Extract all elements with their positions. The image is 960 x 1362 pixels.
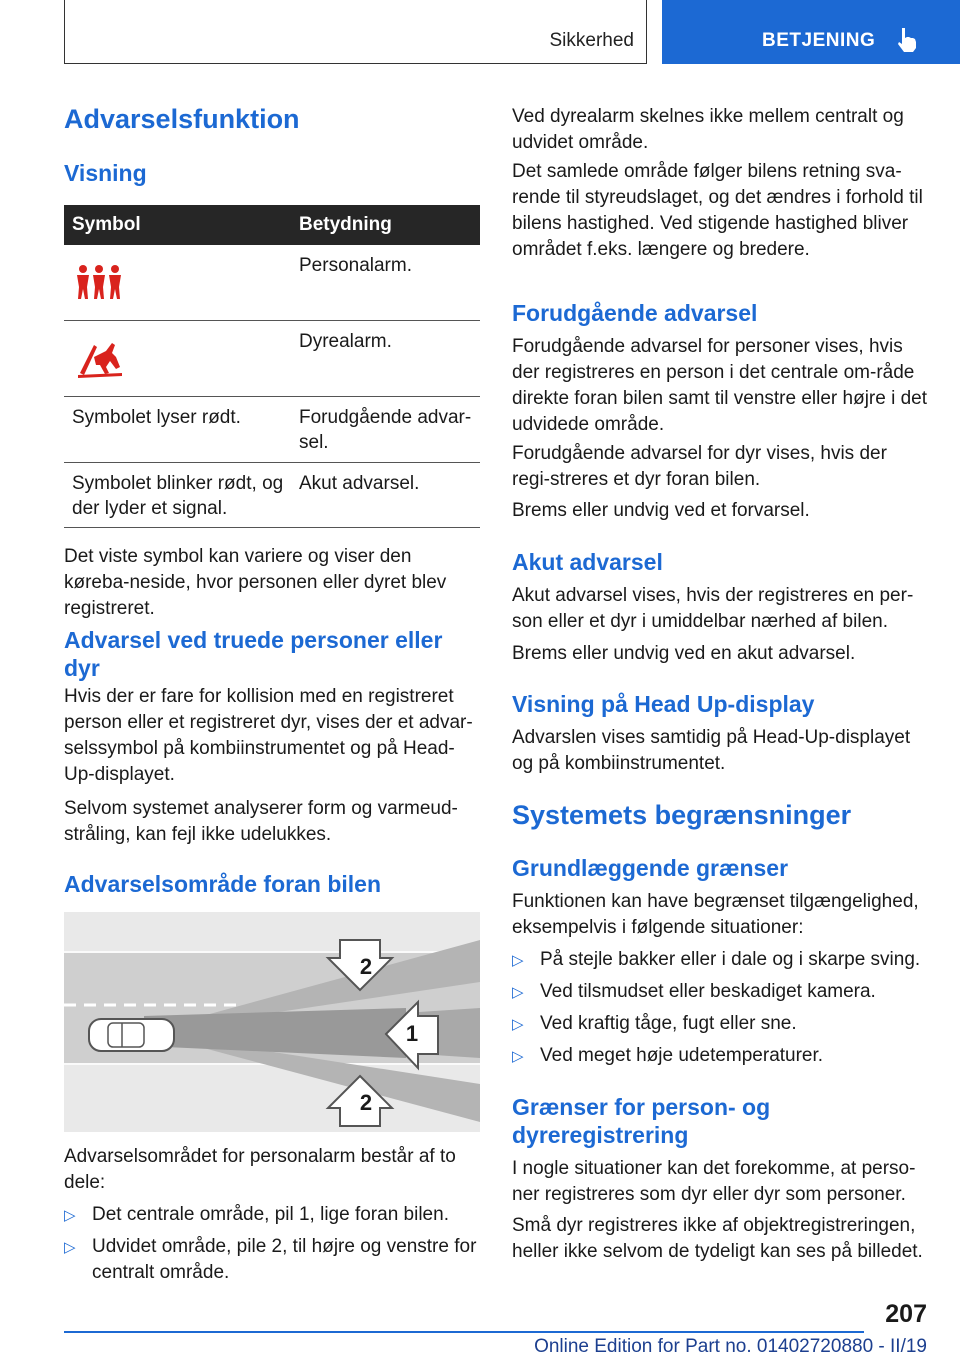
warning-area-figure: [64, 912, 480, 1132]
heading-basic-limits: Grundlæggende grænser: [512, 855, 789, 881]
page-number: 207: [885, 1300, 927, 1328]
table-note: Det viste symbol kan variere og viser den køreba-neside, hvor personen eller dyret blev registreret.: [64, 546, 447, 619]
table-cell-meaning: Akut advarsel.: [299, 473, 420, 494]
triangle-bullet-icon: ▷: [64, 1239, 76, 1256]
triangle-bullet-icon: ▷: [512, 984, 524, 1001]
symbol-table: [64, 205, 480, 528]
list-item-text: På stejle bakker eller i dale og i skarpe sving.: [540, 949, 921, 970]
heading-threat: Advarsel ved truede personer eller dyr: [64, 627, 443, 681]
triangle-bullet-icon: ▷: [64, 1207, 76, 1224]
arrow-label-2-bottom: 2: [359, 1090, 373, 1115]
triangle-bullet-icon: ▷: [512, 952, 524, 969]
heading-acute: Akut advarsel: [512, 549, 663, 575]
footer-divider: [64, 1331, 864, 1333]
table-row: [64, 245, 480, 321]
pedestrian-alert-icon: [74, 263, 124, 303]
chapter-tab[interactable]: [662, 0, 960, 64]
paragraph-r2: Det samlede område følger bilens retning sva-rende til styreudslaget, og det ændres i forhold til bilens hastighed. Ved stigende hastighed bliver området f.eks. længere og bredere.: [512, 161, 923, 260]
paragraph-reg-1: I nogle situationer kan det forekomme, at perso-ner registreres som dyr eller dyr som personer.: [512, 1158, 916, 1205]
chapter-tab-label: BETJENING: [762, 30, 876, 51]
paragraph-basic: Funktionen kan have begrænset tilgængelighed, eksempelvis i følgende situationer:: [512, 891, 919, 938]
heading-area: Advarselsområde foran bilen: [64, 871, 381, 897]
table-cell-meaning: Forudgående advar-sel.: [299, 407, 472, 453]
table-cell-symbol: Symbolet lyser rødt.: [72, 407, 241, 428]
footer-edition: Online Edition for Part no. 01402720880 - II/19: [534, 1336, 927, 1357]
arrow-label-1: 1: [405, 1021, 419, 1046]
table-row: [64, 463, 480, 528]
paragraph-pre-3: Brems eller undvig ved et forvarsel.: [512, 500, 810, 521]
paragraph-area: Advarselsområdet for personalarm består af to dele:: [64, 1146, 456, 1193]
heading-hud: Visning på Head Up-display: [512, 691, 815, 717]
table-header-symbol: Symbol: [72, 214, 141, 235]
table-cell-symbol: Symbolet blinker rødt, og der lyder et signal.: [72, 473, 284, 519]
paragraph-acute-1: Akut advarsel vises, hvis der registreres en per-son eller et dyr i umiddelbar nærhed af bilen.: [512, 585, 914, 632]
page-title: Advarselsfunktion: [64, 104, 300, 134]
list-item-text: Det centrale område, pil 1, lige foran bilen.: [92, 1204, 449, 1225]
table-row: [64, 321, 480, 397]
paragraph-threat-1: Hvis der er fare for kollision med en registreret person eller et registreret dyr, vises der et advar-selssymbol på kombiinstrumentet og på Head-Up-displayet.: [64, 686, 473, 785]
section-title: Sikkerhed: [549, 30, 634, 51]
table-cell-meaning: Dyrealarm.: [299, 331, 392, 352]
triangle-bullet-icon: ▷: [512, 1048, 524, 1065]
paragraph-pre-2: Forudgående advarsel for dyr vises, hvis der regi-streres et dyr foran bilen.: [512, 443, 887, 490]
table-cell-meaning: Personalarm.: [299, 255, 412, 276]
table-header: [64, 205, 480, 245]
paragraph-reg-2: Små dyr registreres ikke af objektregistreringen, heller ikke selvom de tydeligt kan ses på billedet.: [512, 1215, 923, 1262]
triangle-bullet-icon: ▷: [512, 1016, 524, 1033]
car-icon: [89, 1019, 174, 1051]
paragraph-r1: Ved dyrealarm skelnes ikke mellem centralt og udvidet område.: [512, 106, 904, 153]
list-item-text: Udvidet område, pile 2, til højre og venstre for centralt område.: [92, 1236, 477, 1283]
paragraph-threat-2: Selvom systemet analyserer form og varmeud-stråling, kan fejl ikke udelukkes.: [64, 798, 458, 845]
heading-pre-warning: Forudgående advarsel: [512, 300, 758, 326]
table-cell-symbol: [72, 253, 287, 310]
heading-registration: Grænser for person- og dyreregistrering: [512, 1094, 771, 1148]
list-item-text: Ved meget høje udetemperaturer.: [540, 1045, 824, 1066]
paragraph-pre-1: Forudgående advarsel for personer vises, hvis der registreres en person i det centrale om-råde direkte foran bilen samt til venstre eller højre i det udvidede område.: [512, 336, 928, 435]
paragraph-acute-2: Brems eller undvig ved en akut advarsel.: [512, 643, 856, 664]
list-item-text: Ved kraftig tåge, fugt eller sne.: [540, 1013, 797, 1034]
subtitle-visning: Visning: [64, 160, 147, 186]
animal-alert-icon: [76, 337, 126, 379]
list-item-text: Ved tilsmudset eller beskadiget kamera.: [540, 981, 876, 1002]
table-cell-symbol: [72, 329, 287, 386]
heading-limits: Systemets begrænsninger: [512, 800, 852, 830]
header-bar: [64, 0, 647, 64]
arrow-label-2-top: 2: [359, 954, 373, 979]
pointing-hand-icon: [894, 26, 920, 54]
table-header-meaning: Betydning: [299, 214, 392, 235]
table-row: [64, 397, 480, 463]
paragraph-hud: Advarslen vises samtidig på Head-Up-displayet og på kombiinstrumentet.: [512, 727, 911, 774]
